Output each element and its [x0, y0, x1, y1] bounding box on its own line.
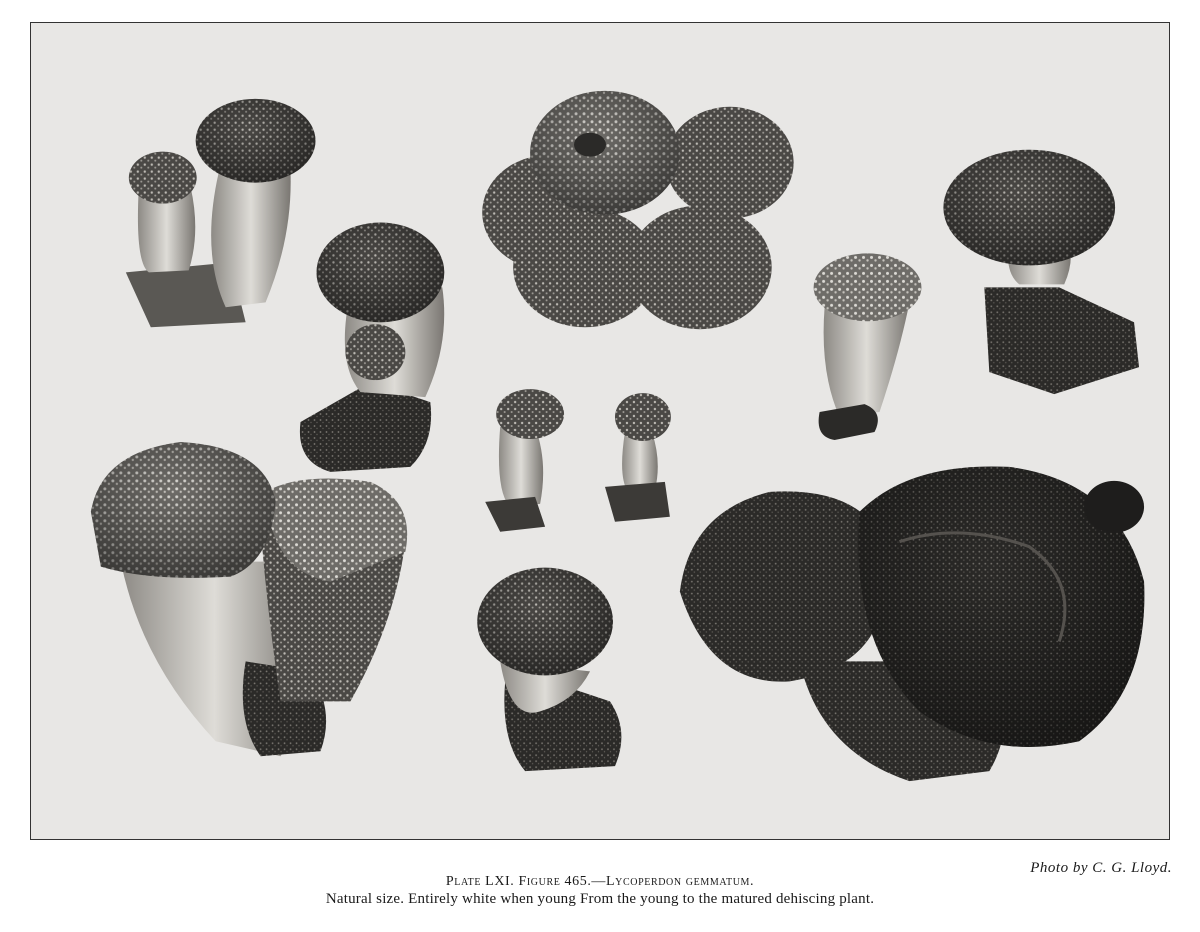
- specimen-young-pair: [126, 99, 316, 327]
- specimen-right-standing: [814, 253, 922, 440]
- specimen-mature-dehiscing: [680, 466, 1145, 781]
- specimen-large-pair: [91, 442, 407, 756]
- specimen-cluster: [482, 91, 793, 329]
- plate-caption-description: Natural size. Entirely white when young From the young to the matured dehiscing plant.: [325, 891, 875, 907]
- specimen-small-twins: [485, 389, 671, 532]
- specimen-top-right: [943, 150, 1139, 394]
- specimen-photograph: [31, 23, 1169, 839]
- photo-credit: Photo by C. G. Lloyd.: [1030, 860, 1172, 876]
- specimen-tall-center: [300, 223, 444, 472]
- photo-plate: [30, 22, 1170, 840]
- plate-caption-title: Plate LXI. Figure 465.—Lycoperdon gemmatum.: [445, 874, 755, 889]
- specimen-bottom-center: [477, 568, 621, 772]
